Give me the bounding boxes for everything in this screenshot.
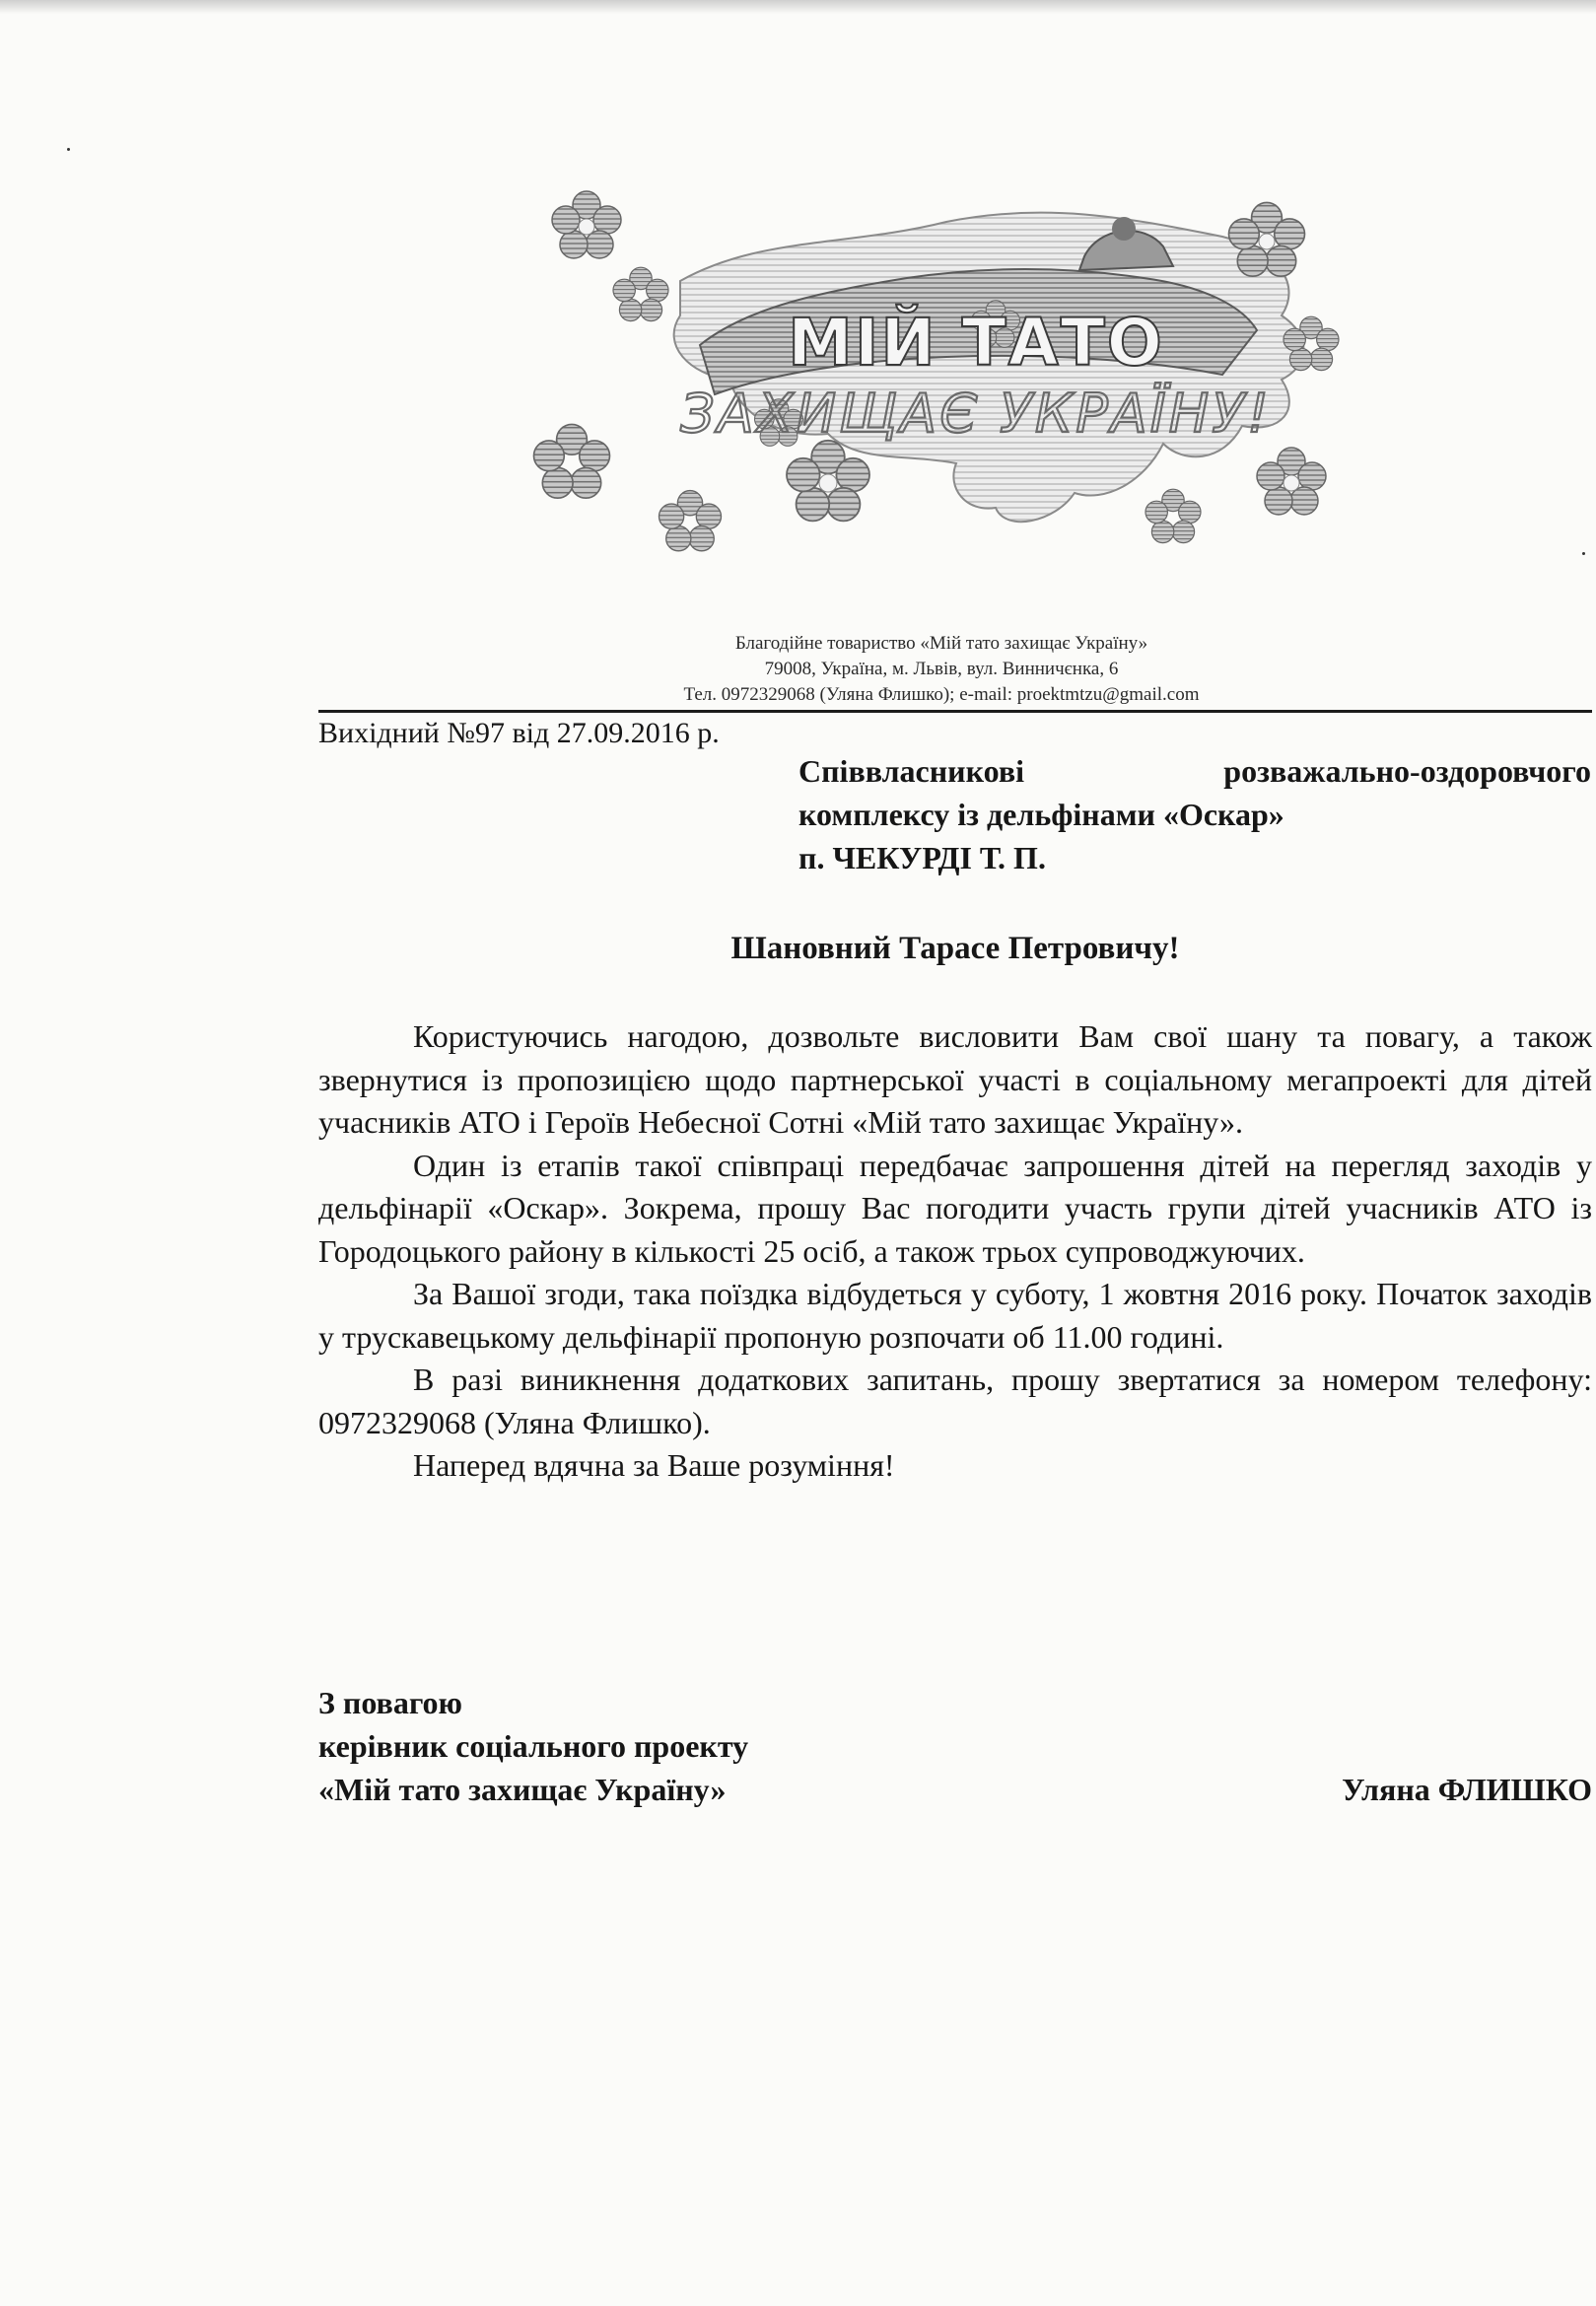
- letter-body: [318, 1015, 1592, 1488]
- header-divider: [318, 710, 1592, 713]
- body-paragraph: В разі виникнення додаткових запитань, прошу звертатися за номером телефону: 0972329068 (Уляна Флишко).: [318, 1362, 1592, 1440]
- scan-edge: [0, 0, 1596, 14]
- signer-position: керівник соціального проекту: [318, 1728, 749, 1764]
- body-paragraph: Один із етапів такої співпраці передбачає запрошення дітей на перегляд заходів у дельфінарії «Оскар». Зокрема, прошу Вас погодити участь групи дітей учасників АТО із Городоцького району в кількості 25 осіб, а також трьох супроводжуючих.: [318, 1147, 1592, 1269]
- body-paragraph: Наперед вдячна за Ваше розуміння!: [413, 1447, 895, 1483]
- signer-project: «Мій тато захищає Україну»: [318, 1772, 727, 1807]
- scan-speck: [67, 148, 70, 151]
- project-logo: [532, 168, 1341, 601]
- organization-name: Благодійне товариство «Мій тато захищає Україну»: [734, 633, 1148, 654]
- scan-speck: [1582, 552, 1585, 555]
- signature-block: [318, 1681, 1592, 1811]
- closing-phrase: З повагою: [318, 1685, 462, 1720]
- body-paragraph: За Вашої згоди, така поїздка відбудеться у суботу, 1 жовтня 2016 року. Початок заходів у трускавецькому дельфінарії пропоную розпочати об 11.00 годині.: [318, 1276, 1592, 1355]
- addressee-line: п. ЧЕКУРДІ Т. П.: [798, 840, 1046, 875]
- salutation: Шановний Тарасе Петровичу!: [730, 931, 1180, 966]
- organization-contacts: Тел. 0972329068 (Уляна Флишко); e-mail: proektmtzu@gmail.com: [683, 684, 1200, 705]
- organization-header: [552, 631, 1331, 708]
- addressee-line: Співвласникові розважально-оздоровчого: [798, 753, 1591, 789]
- organization-address: 79008, Україна, м. Львів, вул. Винничєнка, 6: [764, 659, 1119, 679]
- logo-graphic: [532, 168, 1341, 601]
- signer-name: Уляна ФЛИШКО: [1342, 1772, 1592, 1807]
- logo-wordmark-line2: ЗАХИЩАЄ УКРАЇНУ!: [680, 383, 1272, 445]
- outgoing-number: Вихідний №97 від 27.09.2016 р.: [318, 717, 720, 749]
- logo-wordmark-line1: МІЙ ТАТО: [788, 305, 1164, 381]
- body-paragraph: Користуючись нагодою, дозвольте висловити Вам свої шану та повагу, а також звернутися із пропозицією щодо партнерської участі в соціальному мегапроекті для дітей учасників АТО і Героїв Небесної Сотні «Мій тато захищає Україну».: [318, 1018, 1592, 1140]
- addressee-line: комплексу із дельфінами «Оскар»: [798, 797, 1284, 832]
- addressee-block: [798, 749, 1591, 879]
